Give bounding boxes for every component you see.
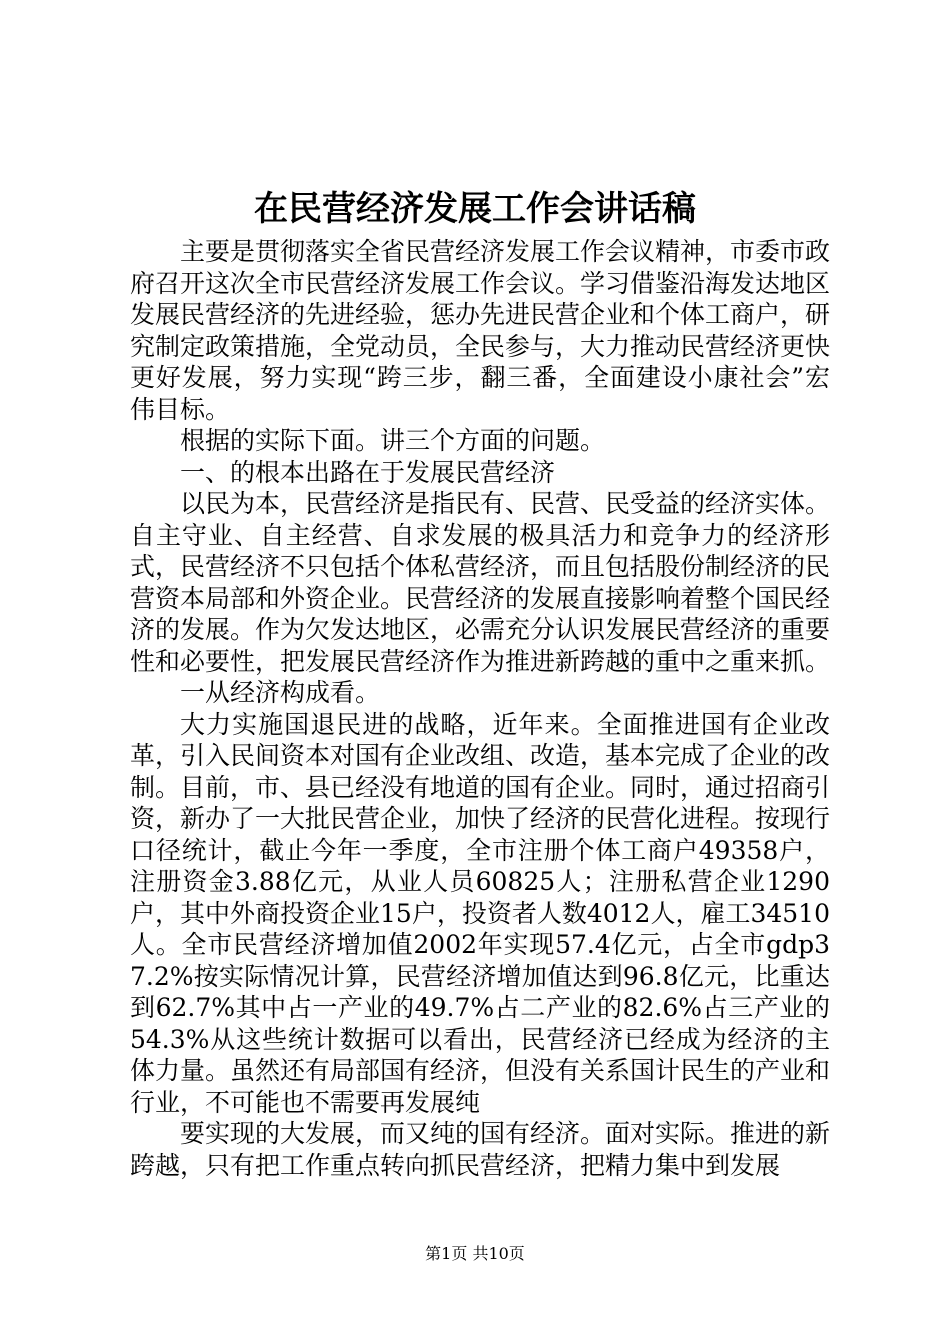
paragraph-continued: 要实现的大发展，而又纯的国有经济。面对实际。推进的新跨越，只有把工作重点转向抓民营经济，把精力集中到发展: [130, 1119, 831, 1180]
document-body: [130, 236, 830, 1181]
paragraph-outline: 根据的实际下面。讲三个方面的问题。: [180, 426, 606, 455]
paragraph-definition: 以民为本，民营经济是指民有、民营、民受益的经济实体。自主守业、自主经营、自求发展的极具活力和竞争力的经济形式，民营经济不只包括个体私营经济，而且包括股份制经济的民营资本局部和外资企业。民营经济的发展直接影响着整个国民经济的发展。作为欠发达地区，必需充分认识发展民营经济的重要性和必要性，把发展民营经济作为推进新跨越的重中之重来抓。: [130, 489, 831, 676]
paragraph-statistics: 大力实施国退民进的战略，近年来。全面推进国有企业改革，引入民间资本对国有企业改组、改造，基本完成了企业的改制。目前，市、县已经没有地道的国有企业。同时，通过招商引资，新办了一大批民营企业，加快了经济的民营化进程。按现行口径统计，截止今年一季度，全市注册个体工商户49358户，注册资金3.88亿元，从业人员60825人；注册私营企业1290户，其中外商投资企业15户，投资者人数4012人，雇工34510人。全市民营经济增加值2002年实现57.4亿元，占全市gdp37.2%按实际情况计算，民营经济增加值达到96.8亿元，比重达到62.7%其中占一产业的49.7%占二产业的82.6%占三产业的54.3%从这些统计数据可以看出，民营经济已经成为经济的主体力量。虽然还有局部国有经济，但没有关系国计民生的产业和行业，不可能也不需要再发展纯: [130, 709, 831, 1117]
paragraph-intro: 主要是贯彻落实全省民营经济发展工作会议精神，市委市政府召开这次全市民营经济发展工作会议。学习借鉴沿海发达地区发展民营经济的先进经验，惩办先进民营企业和个体工商户，研究制定政策措施，全党动员，全民参与，大力推动民营经济更快更好发展，努力实现“跨三步，翻三番，全面建设小康社会”宏伟目标。: [130, 237, 831, 424]
subsection-heading-1: 一从经济构成看。: [180, 678, 381, 707]
document-title: 在民营经济发展工作会讲话稿: [254, 189, 696, 229]
page-number-footer: 第1页 共10页: [425, 1244, 525, 1263]
section-heading-1: 一、的根本出路在于发展民营经济: [180, 457, 556, 487]
